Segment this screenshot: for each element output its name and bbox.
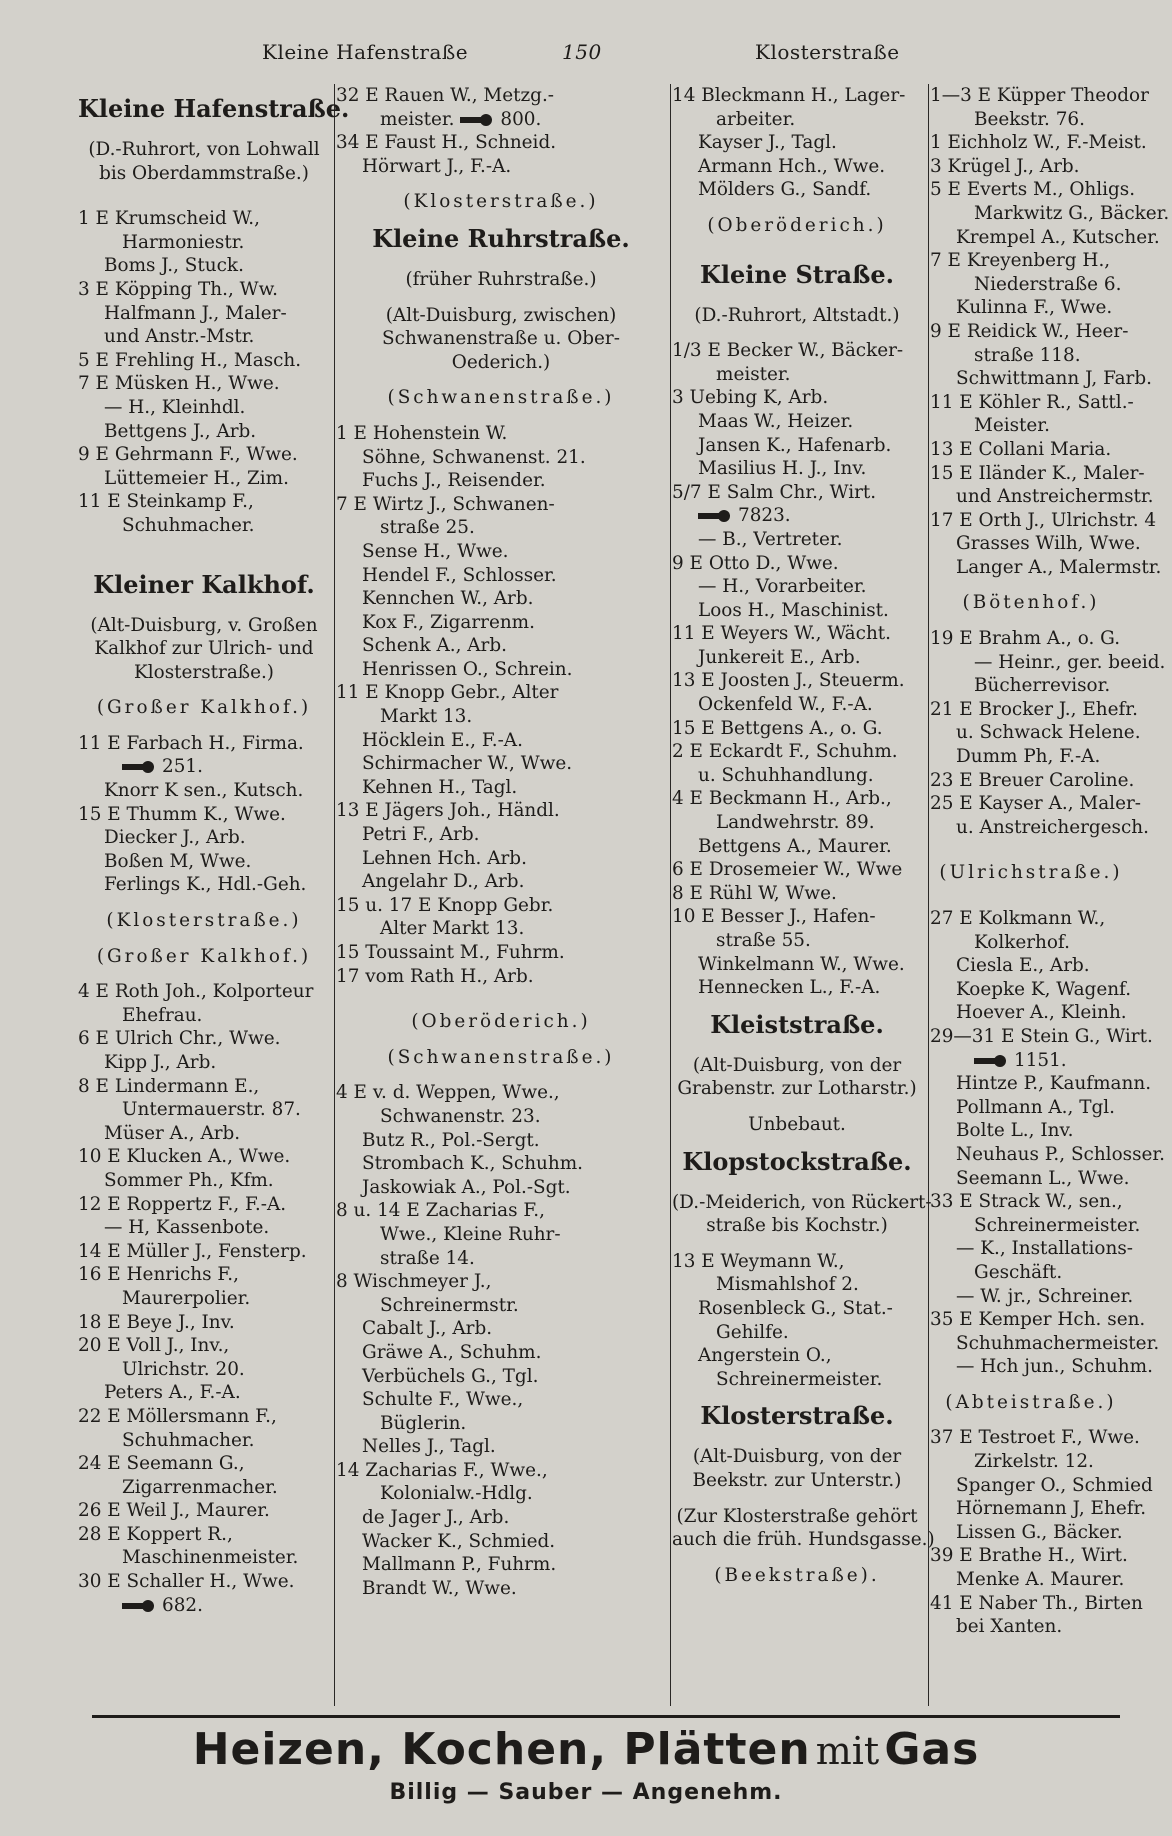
entry-line: — H, Kassenbote. (104, 1217, 270, 1239)
entry-line: Harmoniestr. (122, 231, 245, 253)
street-heading: Kleine Ruhrstraße. (372, 223, 630, 253)
entry-line: 3 E Köpping Th., Ww. (78, 278, 278, 300)
entry-text: meister. (380, 108, 455, 130)
entry-line: Halfmann J., Maler- (104, 302, 287, 324)
entry-line: 12 E Roppertz F., F.-A. (78, 1193, 287, 1215)
entry-line: 4 E v. d. Weppen, Wwe., (336, 1082, 560, 1104)
entry-line: 10 E Besser J., Hafen- (672, 906, 876, 928)
entry-line: 1 E Krumscheid W., (78, 208, 260, 230)
entry-line: 4 E Beckmann H., Arb., (672, 788, 892, 810)
entry-line: Hörnemann J, Ehefr. (956, 1498, 1147, 1520)
entry-line: Höcklein E., F.-A. (362, 729, 523, 751)
entry-line: Bettgens J., Arb. (104, 420, 257, 442)
entry-line: 2 E Eckardt F., Schuhm. (672, 741, 898, 763)
entry-line: — B., Vertreter. (698, 528, 843, 550)
entry-line: Petri F., Arb. (362, 824, 480, 846)
column-3 (672, 84, 935, 1714)
entry-line: — H., Kleinhdl. (104, 396, 246, 418)
street-note: (Alt-Duisburg, v. Großen (90, 614, 318, 636)
street-note: Grabenstr. zur Lotharstr.) (677, 1078, 917, 1100)
cross-street: (Beekstraße). (714, 1564, 880, 1586)
entry-line: Kehnen H., Tagl. (362, 776, 518, 798)
entry-line: 15 E Bettgens A., o. G. (672, 717, 883, 739)
entry-line: 15 Toussaint M., Fuhrm. (336, 942, 565, 963)
entry-line: Kennchen W., Arb. (362, 588, 534, 610)
entry-line: Winkelmann W., Wwe. (698, 953, 905, 975)
entry-line: bei Xanten. (956, 1616, 1063, 1638)
entry-line: 4 E Roth Joh., Kolporteur (78, 981, 314, 1003)
street-heading: Klopstockstraße. (682, 1146, 912, 1176)
entry-line: 41 E Naber Th., Birten (930, 1592, 1143, 1614)
street-note: (Alt-Duisburg, von der (692, 1446, 902, 1468)
entry-line: Zigarrenmacher. (122, 1476, 278, 1498)
entry-line: 7 E Müsken H., Wwe. (78, 373, 280, 395)
entry-line (930, 1049, 1132, 1073)
entry-line: Untermauerstr. 87. (122, 1099, 301, 1121)
page-number: 150 (562, 40, 602, 64)
entry-line: Schreinermstr. (380, 1294, 519, 1316)
phone-number: 800. (500, 108, 542, 130)
entry-line: Schwanenstr. 23. (380, 1105, 541, 1127)
entry-line: Sommer Ph., Kfm. (104, 1169, 274, 1191)
cross-street: (Ulrichstraße.) (939, 862, 1123, 884)
entry-line: Cabalt J., Arb. (362, 1318, 493, 1340)
entry-line: Kipp J., Arb. (104, 1052, 217, 1073)
entry-line (78, 1594, 330, 1618)
advert-rule (92, 1715, 1120, 1718)
telephone-icon (122, 1600, 156, 1612)
entry-line: Schirmacher W., Wwe. (362, 753, 573, 775)
entry-line: 27 E Kolkmann W., (930, 908, 1106, 929)
entry-line: 11 E Knopp Gebr., Alter (336, 682, 559, 704)
phone-number: 7823. (738, 505, 791, 527)
entry-line: 13 E Collani Maria. (930, 438, 1112, 460)
entry-line: Ehefrau. (122, 1004, 203, 1026)
entry-line: 13 E Weymann W., (672, 1250, 845, 1272)
entry-line: Beekstr. 76. (974, 108, 1085, 130)
entry-line: 8 Wischmeyer J., (336, 1271, 492, 1293)
street-note: Oederich.) (451, 351, 551, 373)
entry-line: Mallmann P., Fuhrm. (362, 1554, 557, 1576)
entry-line: Alter Markt 13. (380, 918, 525, 940)
entry-line: Nelles J., Tagl. (362, 1436, 496, 1458)
telephone-icon (460, 114, 494, 126)
entry-line: Peters A., F.-A. (104, 1382, 241, 1404)
phone-number: 682. (162, 1594, 203, 1616)
entry-line: 26 E Weil J., Maurer. (78, 1500, 270, 1522)
street-note: straße bis Kochstr.) (706, 1215, 888, 1237)
entry-line: Kayser J., Tagl. (698, 132, 837, 154)
entry-line: Schulte F., Wwe., (362, 1389, 524, 1411)
advert-tagline: Billig — Sauber — Angenehm. (389, 1780, 783, 1805)
street-note: Kalkhof zur Ulrich- und (94, 638, 314, 660)
entry-line: 3 Uebing K, Arb. (672, 387, 829, 409)
entry-line: Langer A., Malermstr. (956, 556, 1162, 578)
entry-line: Gräwe A., Schuhm. (362, 1341, 542, 1363)
cross-street: (Bötenhof.) (962, 592, 1100, 614)
entry-line: straße 14. (380, 1247, 475, 1269)
entry-line: Rosenbleck G., Stat.- (698, 1297, 893, 1319)
entry-line: straße 118. (974, 344, 1081, 366)
street-note: Schwanenstraße u. Ober- (382, 328, 620, 350)
entry-line: 6 E Drosemeier W., Wwe (672, 859, 903, 881)
entry-line: straße 55. (716, 930, 811, 951)
entry-line: 11 E Farbach H., Firma. (78, 732, 304, 754)
entry-line: — Heinr., ger. beeid. (974, 651, 1166, 673)
running-head-right: Klosterstraße (755, 40, 900, 64)
entry-line: Schreinermeister. (974, 1214, 1141, 1236)
entry-line: Maas W., Heizer. (698, 410, 854, 432)
entry-line: Gehilfe. (716, 1321, 789, 1343)
entry-line: 8 u. 14 E Zacharias F., (336, 1200, 545, 1222)
street-note: (Zur Klosterstraße gehört (676, 1505, 918, 1527)
entry-line: Loos H., Maschinist. (698, 599, 889, 621)
entry-line: Angelahr D., Arb. (362, 871, 525, 893)
entry-line: Meister. (974, 415, 1050, 437)
cross-street: (Schwanenstraße.) (387, 387, 615, 409)
entry-line: 20 E Voll J., Inv., (78, 1335, 230, 1357)
entry-line: 7 E Kreyenberg H., (930, 250, 1111, 272)
telephone-icon (698, 510, 732, 522)
entry-line: Brandt W., Wwe. (362, 1577, 517, 1599)
entry-line: Sense H., Wwe. (362, 540, 509, 562)
cross-street: (Schwanenstraße.) (387, 1046, 615, 1068)
entry-line: Menke A. Maurer. (956, 1569, 1125, 1591)
entry-line: Hörwart J., F.-A. (362, 155, 512, 177)
cross-street: (Oberöderich.) (707, 214, 887, 236)
directory-columns (78, 84, 1170, 1714)
entry-line: Grasses Wilh, Wwe. (956, 533, 1141, 555)
entry-line: Boms J., Stuck. (104, 255, 244, 277)
entry-line: Kolkerhof. (974, 931, 1070, 953)
entry-line: 8 E Lindermann E., (78, 1075, 260, 1097)
entry-line: Fuchs J., Reisender. (362, 470, 546, 492)
entry-line: Pollmann A., Tgl. (956, 1096, 1115, 1118)
entry-line: Koepke K, Wagenf. (956, 978, 1132, 1000)
entry-line: 10 E Klucken A., Wwe. (78, 1146, 291, 1168)
street-note: (früher Ruhrstraße.) (405, 268, 597, 290)
entry-line: Diecker J., Arb. (104, 827, 246, 849)
entry-line: — W. jr., Schreiner. (956, 1285, 1134, 1307)
entry-line (336, 108, 666, 132)
advert-headline: Heizen, Kochen, Plätten (192, 1724, 811, 1775)
entry-line: Markwitz G., Bäcker. (974, 202, 1170, 224)
entry-line: Maschinenmeister. (122, 1547, 299, 1569)
entry-line: 19 E Brahm A., o. G. (930, 628, 1121, 650)
entry-line: 25 E Kayser A., Maler- (930, 793, 1141, 815)
entry-line: Niederstraße 6. (974, 273, 1122, 295)
cross-street: (Oberöderich.) (411, 1011, 591, 1033)
entry-line: Müser A., Arb. (104, 1122, 241, 1144)
entry-line: 5/7 E Salm Chr., Wirt. (672, 481, 877, 503)
entry-line: arbeiter. (716, 108, 796, 130)
entry-line: 9 E Reidick W., Heer- (930, 320, 1129, 342)
entry-line: Knorr K sen., Kutsch. (104, 780, 304, 802)
entry-line: Kulinna F., Wwe. (956, 297, 1113, 319)
entry-line (78, 755, 330, 779)
entry-line: 33 E Strack W., sen., (930, 1191, 1123, 1213)
entry-line: Junkereit E., Arb. (698, 646, 861, 668)
entry-line: Dumm Ph, F.-A. (956, 746, 1101, 768)
entry-line: Wwe., Kleine Ruhr- (380, 1223, 561, 1245)
column-2 (336, 84, 666, 1714)
entry-line: Ockenfeld W., F.-A. (698, 694, 873, 716)
entry-line: 21 E Brocker J., Ehefr. (930, 698, 1138, 720)
entry-line: — Hch jun., Schuhm. (956, 1356, 1153, 1378)
entry-line: 3 Krügel J., Arb. (930, 155, 1080, 177)
cross-street: (Großer Kalkhof.) (96, 945, 312, 967)
entry-line: 30 E Schaller H., Wwe. (78, 1571, 295, 1593)
entry-line: Seemann L., Wwe. (956, 1167, 1130, 1189)
entry-line: 14 Zacharias F., Wwe., (336, 1459, 548, 1481)
telephone-icon (974, 1055, 1008, 1067)
entry-line: Wacker K., Schmied. (362, 1530, 556, 1552)
entry-line: Schuhmacher. (122, 514, 255, 536)
entry-line: u. Schuhhandlung. (698, 764, 874, 786)
column-4 (930, 84, 1170, 1714)
entry-line: Spanger O., Schmied (956, 1474, 1153, 1496)
street-note: (Alt-Duisburg, von der (692, 1054, 902, 1076)
entry-line: Ciesla E., Arb. (956, 955, 1090, 977)
entry-line: 39 E Brathe H., Wirt. (930, 1545, 1128, 1567)
street-heading: Kleiststraße. (710, 1009, 884, 1039)
cross-street: (Klosterstraße.) (106, 910, 302, 932)
gas-advertisement (0, 1724, 1172, 1778)
entry-line: 13 E Joosten J., Steuerm. (672, 670, 905, 692)
entry-line: Büglerin. (380, 1412, 467, 1434)
entry-line: Ulrichstr. 20. (122, 1358, 245, 1380)
entry-line: meister. (716, 363, 791, 385)
entry-line: 13 E Jägers Joh., Händl. (336, 800, 560, 822)
telephone-icon (122, 761, 156, 773)
entry-line: Ferlings K., Hdl.-Geh. (104, 874, 307, 896)
entry-line: Armann Hch., Wwe. (698, 155, 886, 177)
column-1 (78, 84, 350, 1714)
entry-line: Bettgens A., Maurer. (698, 835, 892, 857)
entry-line: Bücherrevisor. (974, 675, 1111, 697)
advert-mit: mit (815, 1729, 880, 1773)
entry-line: Masilius H. J., Inv. (698, 458, 867, 480)
entry-line: 1—3 E Küpper Theodor (930, 85, 1149, 106)
entry-line: 29—31 E Stein G., Wirt. (930, 1025, 1153, 1047)
entry-line: 24 E Seemann G., (78, 1453, 245, 1475)
entry-line: Mölders G., Sandf. (698, 179, 872, 201)
entry-line: Hennecken L., F.-A. (698, 977, 881, 999)
entry-line: 1/3 E Becker W., Bäcker- (672, 340, 904, 362)
street-note: (D.-Meiderich, von Rückert- (672, 1191, 932, 1213)
entry-line: — H., Vorarbeiter. (698, 576, 867, 598)
entry-line: Geschäft. (974, 1261, 1063, 1283)
entry-line: Angerstein O., (698, 1345, 832, 1367)
entry-line: 17 vom Rath H., Arb. (336, 965, 534, 987)
entry-line: Landwehrstr. 89. (716, 812, 875, 834)
entry-line: 8 E Rühl W, Wwe. (672, 882, 837, 904)
entry-line: Kolonialw.-Hdlg. (380, 1483, 533, 1505)
entry-line: 14 E Müller J., Fensterp. (78, 1240, 307, 1262)
entry-line: — K., Installations- (956, 1238, 1133, 1260)
entry-line: 17 E Orth J., Ulrichstr. 4 (930, 509, 1157, 531)
street-note: (D.-Ruhrort, von Lohwall (88, 139, 320, 160)
running-head-left: Kleine Hafenstraße (262, 40, 469, 64)
street-heading: Klosterstraße. (700, 1401, 894, 1431)
entry-line: Bolte L., Inv. (956, 1120, 1074, 1142)
entry-line: de Jager J., Arb. (362, 1507, 510, 1529)
entry-line: 16 E Henrichs F., (78, 1264, 239, 1286)
street-note: (Alt-Duisburg, zwischen) (385, 304, 617, 326)
entry-line: 7 E Wirtz J., Schwanen- (336, 493, 555, 515)
street-note: Beekstr. zur Unterstr.) (692, 1469, 902, 1491)
entry-line: 14 Bleckmann H., Lager- (672, 85, 906, 106)
entry-line: 5 E Everts M., Ohligs. (930, 179, 1136, 201)
entry-line: Kox F., Zigarrenm. (362, 611, 535, 633)
entry-line: Henrissen O., Schrein. (362, 658, 573, 680)
running-head (0, 36, 1172, 72)
entry-line: Schuhmachermeister. (956, 1332, 1160, 1354)
entry-line: Markt 13. (380, 706, 473, 728)
entry-line: Jaskowiak A., Pol.-Sgt. (362, 1176, 571, 1198)
street-note: auch die früh. Hundsgasse.) (672, 1529, 935, 1551)
entry-line: 11 E Köhler R., Sattl.- (930, 391, 1134, 413)
entry-line: 18 E Beye J., Inv. (78, 1311, 235, 1333)
cross-street: (Abteistraße.) (945, 1391, 1117, 1413)
entry-line: 15 E Thumm K., Wwe. (78, 803, 286, 825)
entry-line: 22 E Möllersmann F., (78, 1405, 277, 1427)
cross-street: (Klosterstraße.) (403, 191, 599, 213)
street-heading: Kleine Straße. (700, 259, 894, 289)
entry-line: Schuhmacher. (122, 1429, 255, 1451)
street-heading: Kleiner Kalkhof. (93, 569, 315, 599)
entry-line: 5 E Frehling H., Masch. (78, 349, 302, 371)
entry-line: und Anstr.-Mstr. (104, 326, 255, 348)
entry-line: 6 E Ulrich Chr., Wwe. (78, 1028, 281, 1050)
entry-line: Lissen G., Bäcker. (956, 1521, 1123, 1543)
phone-number: 1151. (1014, 1049, 1067, 1071)
entry-line: Neuhaus P., Schlosser. (956, 1143, 1166, 1165)
entry-line: 28 E Koppert R., (78, 1523, 233, 1545)
entry-line: 1 E Hohenstein W. (336, 422, 508, 444)
entry-line: 11 E Weyers W., Wächt. (672, 623, 892, 645)
street-note: (D.-Ruhrort, Altstadt.) (694, 304, 900, 326)
street-note: Unbebaut. (748, 1113, 846, 1135)
entry-line: Verbüchels G., Tgl. (362, 1365, 539, 1387)
entry-line: Söhne, Schwanenst. 21. (362, 446, 586, 468)
entry-line (672, 504, 922, 528)
entry-line: Jansen K., Hafenarb. (698, 434, 892, 456)
street-note: bis Oberdammstraße.) (99, 162, 309, 184)
entry-line: Schwittmann J, Farb. (956, 368, 1152, 390)
entry-line: Schenk A., Arb. (362, 635, 507, 657)
street-note: Klosterstraße.) (134, 661, 274, 683)
cross-street: (Großer Kalkhof.) (96, 697, 312, 719)
entry-line: 9 E Otto D., Wwe. (672, 552, 839, 574)
entry-line: u. Schwack Helene. (956, 722, 1141, 744)
entry-line: Lehnen Hch. Arb. (362, 847, 527, 869)
entry-line: 35 E Kemper Hch. sen. (930, 1309, 1146, 1331)
entry-line: Maurerpolier. (122, 1287, 251, 1309)
entry-line: Schreinermeister. (716, 1368, 883, 1390)
entry-line: Boßen M, Wwe. (104, 850, 252, 872)
entry-line: 32 E Rauen W., Metzg.- (336, 85, 555, 106)
entry-line: Mismahlshof 2. (716, 1274, 859, 1296)
entry-line: Hoever A., Kleinh. (956, 1002, 1127, 1024)
entry-line: 11 E Steinkamp F., (78, 491, 254, 513)
street-heading: Kleine Hafenstraße. (78, 94, 350, 123)
entry-line: u. Anstreichergesch. (956, 816, 1149, 838)
entry-line: Hendel F., Schlosser. (362, 564, 557, 586)
advert-gas: Gas (884, 1724, 980, 1775)
entry-line: 37 E Testroet F., Wwe. (930, 1427, 1140, 1449)
entry-line: 1 Eichholz W., F.-Meist. (930, 132, 1147, 154)
entry-line: Lüttemeier H., Zim. (104, 467, 289, 489)
entry-line: 9 E Gehrmann F., Wwe. (78, 444, 298, 466)
entry-line: und Anstreichermstr. (956, 486, 1154, 508)
entry-line: 23 E Breuer Caroline. (930, 769, 1135, 791)
entry-line: 15 E Iländer K., Maler- (930, 462, 1145, 484)
entry-line: straße 25. (380, 517, 475, 539)
entry-line: Krempel A., Kutscher. (956, 226, 1160, 248)
entry-line: 34 E Faust H., Schneid. (336, 132, 557, 154)
phone-number: 251. (162, 756, 203, 778)
entry-line: 15 u. 17 E Knopp Gebr. (336, 894, 554, 916)
entry-line: Strombach K., Schuhm. (362, 1153, 584, 1175)
entry-line: Butz R., Pol.-Sergt. (362, 1129, 540, 1151)
entry-line: Hintze P., Kaufmann. (956, 1073, 1152, 1095)
entry-line: Zirkelstr. 12. (974, 1451, 1094, 1473)
